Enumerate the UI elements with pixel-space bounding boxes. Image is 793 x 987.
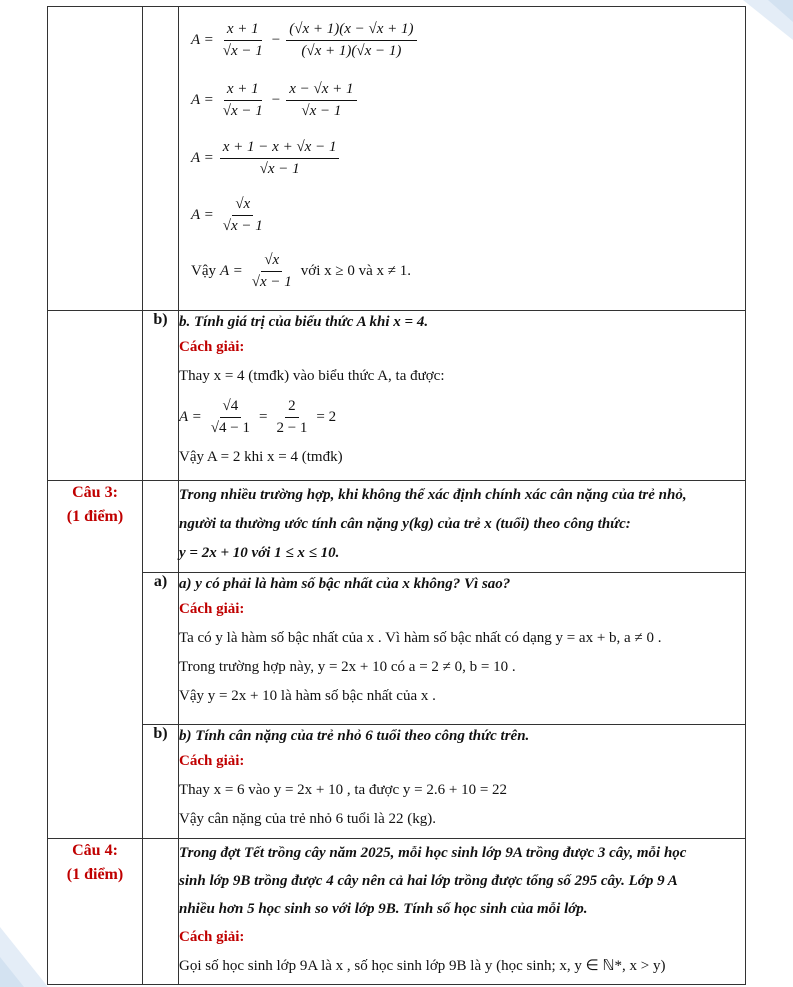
row-part-a-work (48, 7, 746, 311)
row-q3-part-a (48, 573, 746, 725)
row-q4 (48, 839, 746, 985)
part-label-b: b) (143, 311, 179, 481)
method-label: Cách giải: (179, 339, 245, 355)
q3b-line-1: Thay x = 6 vào y = 2x + 10 , ta được y = 2.6 + 10 = 22 (179, 782, 508, 798)
fraction: $\frac{√x}{√x - 1}$ (222, 195, 263, 234)
part-cell-empty (143, 839, 179, 985)
part-label-b: b) (143, 725, 179, 839)
fraction: $\frac{√x}{√x - 1}$ (251, 251, 292, 290)
part-a-conclusion: Vậy A = $\frac{√x}{√x - 1}$ với x ≥ 0 và x ≠ 1. (191, 251, 412, 290)
equation-line-3: A = $\frac{x + 1 - x + √x - 1}{√x - 1}$ (191, 129, 745, 187)
q3-part-a-cell (179, 573, 746, 725)
method-label: Cách giải: (179, 929, 245, 945)
method-label: Cách giải: (179, 753, 245, 769)
question-points: (1 điểm) (66, 508, 124, 525)
fraction: $\frac{(√x + 1)(x - √x + 1)}{(√x + 1)(√x - 1)}$ (286, 21, 416, 60)
equation-line-1: A = $\frac{x + 1}{√x - 1}$ − $\frac{(√x + 1)(x - √x + 1)}{(√x + 1)(√x - 1)}$ (191, 9, 745, 71)
fraction: $\frac{2}{2 - 1}$ (276, 397, 308, 436)
part-b-calculation: A = $\frac{√4}{√4 - 1}$ = $\frac{2}{2 - 1}$ = 2 (179, 397, 337, 436)
part-cell-empty (143, 7, 179, 311)
q3a-line-3: Vậy y = 2x + 10 là hàm số bậc nhất của x . (179, 688, 436, 704)
question-cell-empty (48, 7, 143, 311)
fraction: $\frac{x + 1}{√x - 1}$ (222, 80, 263, 119)
q3-part-b-cell (179, 725, 746, 839)
q3a-line-1: Ta có y là hàm số bậc nhất của x . Vì hàm số bậc nhất có dạng y = ax + b, a ≠ 0 . (179, 630, 662, 646)
part-a-work-cell (179, 7, 746, 311)
row-q3-part-b (48, 725, 746, 839)
answer-table (47, 6, 746, 985)
fraction: $\frac{x + 1 - x + √x - 1}{√x - 1}$ (220, 139, 340, 178)
part-b-conclusion: Vậy A = 2 khi x = 4 (tmđk) (179, 449, 343, 465)
row-q3-intro (48, 481, 746, 573)
q3-intro-cell (179, 481, 746, 573)
question-title: Câu 3: (72, 484, 118, 501)
q3a-prompt: a) y có phải là hàm số bậc nhất của x không? Vì sao? (179, 576, 511, 592)
question-title: Câu 4: (72, 842, 118, 859)
substitution-text: Thay x = 4 (tmđk) vào biểu thức A, ta được: (179, 368, 445, 384)
question-3-cell (48, 481, 143, 839)
q3-intro-line-1: Trong nhiều trường hợp, khi không thể xác định chính xác cân nặng của trẻ nhỏ, (179, 487, 687, 503)
q4-intro-line-3: nhiều hơn 5 học sinh so với lớp 9B. Tính số học sinh của mỗi lớp. (179, 901, 588, 917)
q4-intro-line-1: Trong đợt Tết trồng cây năm 2025, mỗi học sinh lớp 9A trồng được 3 cây, mỗi học (179, 845, 687, 861)
part-b-prompt: b. Tính giá trị của biểu thức A khi x = 4. (179, 314, 429, 330)
question-cell-empty (48, 311, 143, 481)
q4-line-1: Gọi số học sinh lớp 9A là x , số học sinh lớp 9B là y (học sinh; x, y ∈ ℕ*, x > y) (179, 958, 666, 974)
question-4-cell (48, 839, 143, 985)
fraction: $\frac{x - √x + 1}{√x - 1}$ (286, 81, 356, 120)
q3-intro-line-3: y = 2x + 10 với 1 ≤ x ≤ 10. (179, 545, 340, 561)
part-b-q2-cell (179, 311, 746, 481)
q3a-line-2: Trong trường hợp này, y = 2x + 10 có a = 2 ≠ 0, b = 10 . (179, 659, 516, 675)
fraction: $\frac{√4}{√4 - 1}$ (210, 397, 250, 436)
question-points: (1 điểm) (66, 866, 124, 883)
method-label: Cách giải: (179, 601, 245, 617)
q4-cell (179, 839, 746, 985)
part-label-a: a) (143, 573, 179, 725)
equation-line-4: A = $\frac{√x}{√x - 1}$ (191, 187, 745, 243)
q4-intro-line-2: sinh lớp 9B trồng được 4 cây nên cả hai lớp trồng được tổng số 295 cây. Lớp 9 A (179, 873, 678, 889)
q3b-prompt: b) Tính cân nặng của trẻ nhỏ 6 tuổi theo công thức trên. (179, 728, 530, 744)
q3b-line-2: Vậy cân nặng của trẻ nhỏ 6 tuổi là 22 (kg). (179, 811, 436, 827)
fraction: $\frac{x + 1}{√x - 1}$ (222, 20, 263, 59)
q3-intro-line-2: người ta thường ước tính cân nặng y(kg) của trẻ x (tuổi) theo công thức: (179, 516, 631, 532)
equation-line-2: A = $\frac{x + 1}{√x - 1}$ − $\frac{x - √x + 1}{√x - 1}$ (191, 71, 745, 129)
part-cell-empty (143, 481, 179, 573)
row-part-b-q2 (48, 311, 746, 481)
